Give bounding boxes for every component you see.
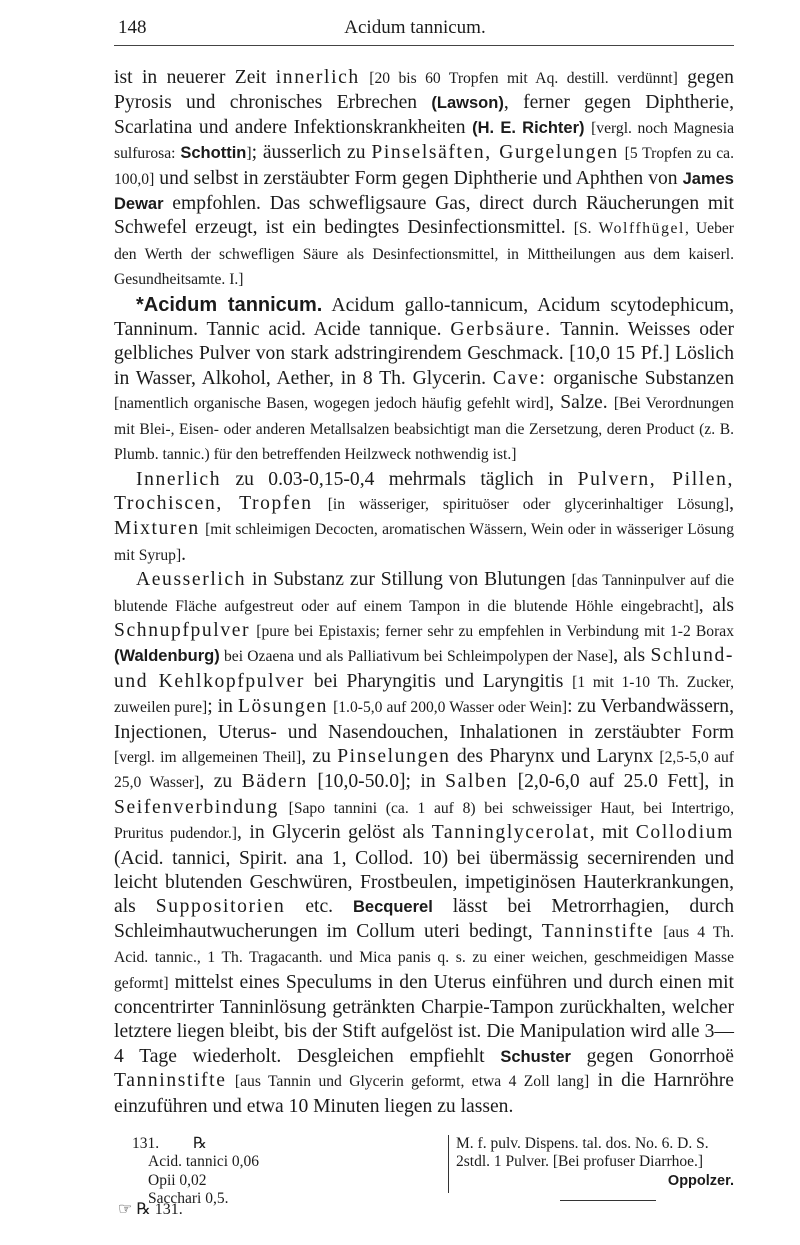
author-schuster: Schuster xyxy=(500,1047,571,1066)
author-waldenburg: (Waldenburg) xyxy=(114,647,220,666)
term-seifenverbindung: Seifenverbindung xyxy=(114,796,279,818)
term-gerbsaeure: Gerbsäure. xyxy=(450,319,552,341)
term-tanninstifte: Tanninstifte xyxy=(541,920,655,942)
recipe-instructions xyxy=(448,1135,734,1193)
recipe-symbol: ℞ xyxy=(193,1135,207,1152)
author-lawson: (Lawson) xyxy=(431,94,504,113)
reference-text: ℞ 131. xyxy=(136,1201,183,1218)
term-innerlich: innerlich xyxy=(275,67,360,88)
author-becquerel: Becquerel xyxy=(353,898,433,917)
term-mixturen: Mixturen xyxy=(114,518,200,540)
author-richter: (H. E. Richter) xyxy=(472,118,585,137)
recipe-number: 131. xyxy=(132,1135,160,1152)
entry-acidum-tannicum: *Acidum tannicum. Acidum gallo-tannicum, Acidum scytodephicum, Tanninum. Tannic acid. Acide tannique. Gerbsäure. Tannin. Weisses oder gelbliches Pulver von stark adstringirendem Geschmack. [10,0 15 Pf.] Löslich in Wasser, Alkohol, Aether, in 8 Th. Glycerin. Cave: organische Substanzen [namentlich organische Basen, wogegen jedoch häufig gefehlt wird], Salze. [Bei Verordnungen mit Blei-, Eisen- oder anderen Metallsalzen beabsichtigt man die Zersetzung, deren Product (z. B. Plumb. tannic.) für den betreffenden Heilzweck nothwendig ist.] xyxy=(114,293,735,464)
author-dewar: James Dewar xyxy=(114,169,734,214)
header-rule xyxy=(114,45,734,46)
term-suppositorien: Suppositorien xyxy=(155,896,286,918)
term-salben: Salben xyxy=(445,771,509,793)
recipe-author: Oppolzer. xyxy=(667,1172,734,1189)
term-tanninstifte-2: Tanninstifte xyxy=(114,1070,227,1092)
recipe-ingredients xyxy=(130,1135,430,1209)
page-header xyxy=(96,9,734,43)
page-body xyxy=(114,66,734,1119)
term-collodium: Collodium xyxy=(635,822,734,844)
term-cave: Cave: xyxy=(492,367,547,389)
term-tanninglycerolat: Tanninglycerolat xyxy=(431,822,590,844)
term-pinselungen: Pinselungen xyxy=(337,745,451,767)
term-pinselsaeften: Pinselsäften, Gurgelungen xyxy=(371,142,619,164)
author-wolffhuegel: Wolffhügel xyxy=(598,220,685,238)
term-baedern: Bädern xyxy=(241,771,308,793)
ingredient-line: Opii 0,02 xyxy=(148,1171,207,1189)
paragraph-innerlich: Innerlich zu 0.03-0,15-0,4 mehrmals täglich in Pulvern, Pillen, Trochiscen, Tropfen [in wässeriger, spirituöser oder glycerinhaltiger Lösung], Mixturen [mit schleimigen Decocten, aromatischen Wässern, Wein oder in wässeriger Lösung mit Syrup]. xyxy=(114,468,734,565)
author-schottin: Schottin xyxy=(180,144,247,163)
term-kehlkopfpulver: Schlund- und Kehlkopfpulver xyxy=(114,645,734,692)
ingredient-line: Sacchari 0,5. xyxy=(148,1190,229,1208)
running-title: Acidum tannicum. xyxy=(344,17,486,38)
term-loesungen: Lösungen xyxy=(237,696,329,718)
term-innerlich: Innerlich xyxy=(136,468,222,490)
recipe-rule xyxy=(560,1200,656,1201)
cross-reference xyxy=(118,1199,183,1219)
page-number: 148 xyxy=(118,17,147,38)
price: [10,0 15 Pf.] xyxy=(569,343,670,365)
instruction-line: 2stdl. 1 Pulver. [Bei profuser Diarrhoe.] xyxy=(456,1153,704,1171)
pointing-hand-icon: ☞ xyxy=(118,1201,133,1218)
paragraph-aeusserlich: Aeusserlich in Substanz zur Stillung von Blutungen [das Tanninpulver auf die blutende Fläche aufgestreut oder auf einem Tampon in die blutende Höhle eingebracht], als Schnupfpulver [pure bei Epistaxis; ferner sehr zu empfehlen in Verbindung mit 1-2 Borax (Waldenburg) bei Ozaena und als Palliativum bei Schleimpolypen der Nase], als Schlund- und Kehlkopfpulver bei Pharyngitis und Laryngitis [1 mit 1-10 Th. Zucker, zuweilen pure]; in Lösungen [1.0-5,0 auf 200,0 Wasser oder Wein]: zu Verbandwässern, Injectionen, Uterus- und Nasendouchen, Inhalationen in zerstäubter Form [vergl. im allgemeinen Theil], zu Pinselungen des Pharynx und Larynx [2,5-5,0 auf 25,0 Wasser], zu Bädern [10,0-50.0]; in Salben [2,0-6,0 auf 25.0 Fett], in Seifenverbindung [Sapo tannini (ca. 1 auf 8) bei schweissiger Haut, bei Intertrigo, Pruritus pudendor.], in Glycerin gelöst als Tanninglycerolat, mit Collodium (Acid. tannici, Spirit. ana 1, Collod. 10) bei übermässig secernirenden und leicht blutenden Geschwüren, Frostbeulen, impetiginösen Hauterkrankungen, als Suppositorien etc. Becquerel lässt bei Metrorrhagien, durch Schleimhautwucherungen im Collum uteri bedingt, Tanninstifte [aus 4 Th. Acid. tannic., 1 Th. Tragacanth. und Mica panis q. s. zu einer weichen, geschmeidigen Masse geformt] mittelst eines Speculums in den Uterus einführen und durch einen mit concentrirter Tanninlösung getränkten Charpie-Tampon zurückhalten, welcher letztere liegen bleibt, bis der Stift aufgelöst ist. Die Manipulation wird alle 3—4 Tage wiederholt. Desgleichen empfiehlt Schuster gegen Gonorrhoë Tanninstifte [aus Tannin und Glycerin geformt, etwa 4 Zoll lang] in die Harnröhre einzuführen und etwa 10 Minuten liegen zu lassen. xyxy=(114,569,735,1117)
term-schnupfpulver: Schnupfpulver xyxy=(114,619,251,641)
ingredient-line: Acid. tannici 0,06 xyxy=(148,1153,260,1171)
term-forms: Pulvern, Pillen, Trochiscen, Tropfen xyxy=(114,468,734,514)
instruction-line: M. f. pulv. Dispens. tal. dos. No. 6. D. S. xyxy=(456,1135,709,1152)
paragraph-continuation: ist in neuerer Zeit innerlich [20 bis 60 Tropfen mit Aq. destill. verdünnt] gegen Pyrosis und chronisches Erbrechen (Lawson), ferner gegen Diphtherie, Scarlatina und andere Infektionskrankheiten (H. E. Richter) [vergl. noch Magnesia sulfurosa: Schottin]; äusserlich zu Pinselsäften, Gurgelungen [5 Tropfen zu ca. 100,0] und selbst in zerstäubter Form gegen Diphtherie und Aphthen von James Dewar empfohlen. Das schwefligsaure Gas, direct durch Räucherungen mit Schwefel erzeugt, ist ein bedingtes Desinfectionsmittel. [S. Wolffhügel, Ueber den Werth der schwefligen Säure als Desinfectionsmittel, in Mittheilungen aus dem kaiserl. Gesundheitsamte. I.] xyxy=(114,67,735,289)
entry-headword: *Acidum tannicum. xyxy=(136,293,323,316)
term-aeusserlich: Aeusserlich xyxy=(136,569,247,591)
